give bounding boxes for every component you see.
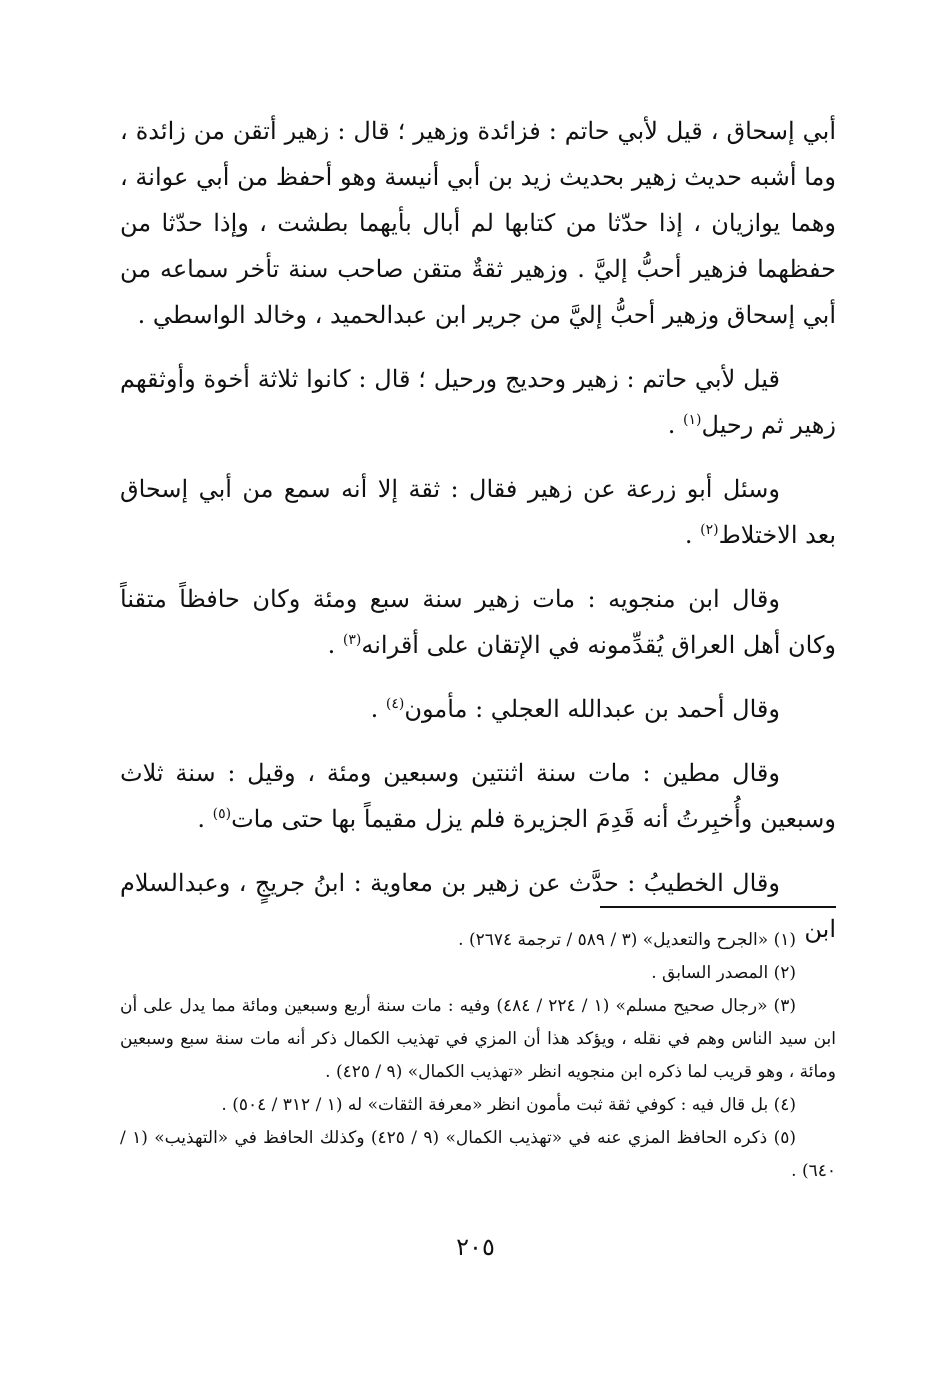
paragraph-2-text: قيل لأبي حاتم : زهير وحديج ورحيل ؛ قال : كانوا ثلاثة أخوة وأوثقهم زهير ثم رحيل xyxy=(120,365,836,439)
footnote-3: (٣) «رجال صحيح مسلم» (١ / ٢٢٤ / ٤٨٤) وفيه : مات سنة أربع وسبعين ومائة مما يدل على أن ابن سيد الناس وهم في نقله ، ويؤكد هذا أن المزي في تهذيب الكمال ذكر أنه مات سنة سبع وسبعين ومائة ، وهو قريب لما ذكره ابن منجويه انظر «تهذيب الكمال» (٩ / ٤٢٥) . xyxy=(120,996,836,1082)
footnote-ref-3: (٣) xyxy=(342,632,362,648)
footnote-4: (٤) بل قال فيه : كوفي ثقة ثبت مأمون انظر «معرفة الثقات» له (١ / ٣١٢ / ٥٠٤) . xyxy=(221,1095,796,1115)
footnote-separator xyxy=(600,906,836,908)
paragraph-7: وقال الخطيبُ : حدَّث عن زهير بن معاوية : ابنُ جريجٍ ، وعبدالسلام ابن xyxy=(120,869,836,943)
footnote-ref-1: (١) xyxy=(683,412,702,428)
footnote-1: (١) «الجرح والتعديل» (٣ / ٥٨٩ / ترجمة ٢٦٧٤) . xyxy=(458,930,796,950)
footnotes xyxy=(120,924,836,1188)
footnote-5: (٥) ذكره الحافظ المزي عنه في «تهذيب الكمال» (٩ / ٤٢٥) وكذلك الحافظ في «التهذيب» (١ / ٦٤٠) . xyxy=(120,1128,836,1181)
main-text xyxy=(120,108,836,952)
paragraph-1: أبي إسحاق ، قيل لأبي حاتم : فزائدة وزهير ؛ قال : زهير أتقن من زائدة ، وما أشبه حديث زهير بحديث زيد بن أبي أنيسة وهو أحفظ من أبي عوانة ، وهما يوازيان ، إذا حدّثا من كتابها لم أبال بأيهما بطشت ، وإذا حدّثا من حفظهما فزهير أحبُّ إليَّ . وزهير ثقةٌ متقن صاحب سنة تأخر سماعه من أبي إسحاق وزهير أحبُّ إليَّ من جرير ابن عبدالحميد ، وخالد الواسطي . xyxy=(120,117,836,329)
footnote-2: (٢) المصدر السابق . xyxy=(651,963,796,983)
footnote-ref-4: (٤) xyxy=(385,696,405,712)
paragraph-3-end: . xyxy=(684,521,701,549)
paragraph-3 xyxy=(120,466,836,558)
paragraph-5-text: وقال أحمد بن عبدالله العجلي : مأمون xyxy=(404,695,780,723)
paragraph-6 xyxy=(120,750,836,842)
paragraph-5-end: . xyxy=(370,695,386,723)
paragraph-4 xyxy=(120,576,836,668)
footnote-ref-2: (٢) xyxy=(700,522,719,538)
paragraph-4-end: . xyxy=(327,631,343,659)
paragraph-6-end: . xyxy=(197,805,213,833)
footnote-ref-5: (٥) xyxy=(212,806,232,822)
page-number: ٢٠٥ xyxy=(456,1233,495,1261)
paragraph-3-text: وسئل أبو زرعة عن زهير فقال : ثقة إلا أنه سمع من أبي إسحاق بعد الاختلاط xyxy=(120,475,836,549)
paragraph-2-end: . xyxy=(667,411,684,439)
paragraph-5 xyxy=(120,686,836,732)
paragraph-2 xyxy=(120,356,836,448)
paragraph-4-text: وقال ابن منجويه : مات زهير سنة سبع ومئة وكان حافظاً متقناً وكان أهل العراق يُقدِّمونه في الإتقان على أقرانه xyxy=(120,585,836,659)
paragraph-6-text: وقال مطين : مات سنة اثنتين وسبعين ومئة ، وقيل : سنة ثلاث وسبعين وأُخبِرتُ أنه قَدِمَ الجزيرة فلم يزل مقيماً بها حتى مات xyxy=(120,759,836,833)
